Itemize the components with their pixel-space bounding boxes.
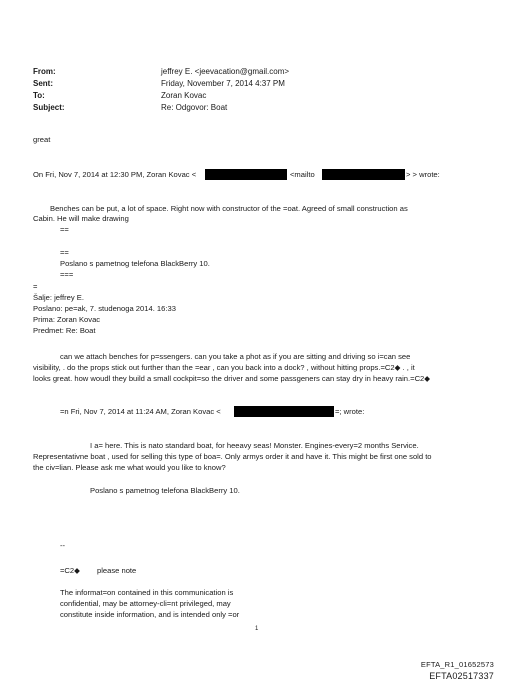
message-line-2: visibility, . do the props stick out further than the =ear , can you back into a dock? , without hitting props.=C2◆ . , it: [33, 363, 415, 372]
separator-eq: =: [33, 282, 38, 291]
poslano-line: Poslano: pe=ak, 7. studenoga 2014. 16:33: [33, 304, 176, 313]
page-number: 1: [255, 626, 259, 632]
confidential-line-1: The informat=on contained in this communication is: [60, 588, 234, 597]
to-value: Zoran Kovac: [161, 91, 207, 100]
note-text: please note: [97, 566, 137, 575]
sent-from-line: Poslano s pametnog telefona BlackBerry 10.: [60, 259, 210, 268]
sent-from-line: Poslano s pametnog telefona BlackBerry 10.: [90, 486, 240, 495]
benches-line-1: Benches can be put, a lot of space. Right now with constructor of the =oat. Agreed of small construction as: [50, 204, 408, 213]
separator-eq: ==: [60, 225, 69, 234]
sent-label: Sent:: [33, 79, 53, 88]
greeting-text: great: [33, 135, 51, 144]
from-value: jeffrey E. <jeevacation@gmail.com>: [161, 67, 290, 76]
confidential-line-3: constitute inside information, and is intended only =or: [60, 610, 240, 619]
redaction-box: [205, 169, 287, 180]
confidential-line-2: confidential, may be attorney-cli=nt privileged, may: [60, 599, 231, 608]
sent-value: Friday, November 7, 2014 4:37 PM: [161, 79, 285, 88]
from-label: From:: [33, 67, 56, 76]
subject-value: Re: Odgovor: Boat: [161, 103, 228, 112]
nato-line-2: Representativne boat , used for selling this type of boa=. Only armys order it and have it. This might be first one sold to: [33, 452, 432, 461]
message-line-3: looks great. how woudl they build a small cockpit=so the driver and some passgeners can stay dry in heavy rain.=C2◆: [33, 374, 431, 383]
nato-line-3: the civ=lian. Please ask me what would you like to know?: [33, 463, 226, 472]
to-label: To:: [33, 91, 45, 100]
quote1-suffix: > > wrote:: [406, 170, 440, 179]
salje-line: Šalje: jeffrey E.: [33, 293, 84, 302]
redaction-box: [234, 406, 334, 417]
message-line-1: can we attach benches for p=ssengers. can you take a phot as if you are sitting and driving so i=can see: [60, 352, 411, 361]
separator-eq: ==: [60, 248, 69, 257]
efta-id-1: EFTA_R1_01652573: [420, 660, 494, 669]
quote2-prefix: =n Fri, Nov 7, 2014 at 11:24 AM, Zoran Kovac <: [60, 407, 221, 416]
note-prefix: =C2◆: [60, 566, 80, 575]
benches-line-2: Cabin. He will make drawing: [33, 214, 129, 223]
separator-eq: ===: [60, 270, 74, 279]
signature-dashes: --: [60, 541, 66, 550]
predmet-line: Predmet: Re: Boat: [33, 326, 96, 335]
subject-label: Subject:: [33, 103, 65, 112]
prima-line: Prima: Zoran Kovac: [33, 315, 101, 324]
efta-id-2: EFTA02517337: [429, 671, 494, 681]
quote1-mailto: <mailto: [290, 170, 315, 179]
quote2-suffix: =; wrote:: [335, 407, 365, 416]
quote1-prefix: On Fri, Nov 7, 2014 at 12:30 PM, Zoran Kovac <: [33, 170, 197, 179]
nato-line-1: I a= here. This is nato standard boat, for heeavy seas! Monster. Engines-every=2 months Service.: [90, 441, 419, 450]
redaction-box: [322, 169, 405, 180]
